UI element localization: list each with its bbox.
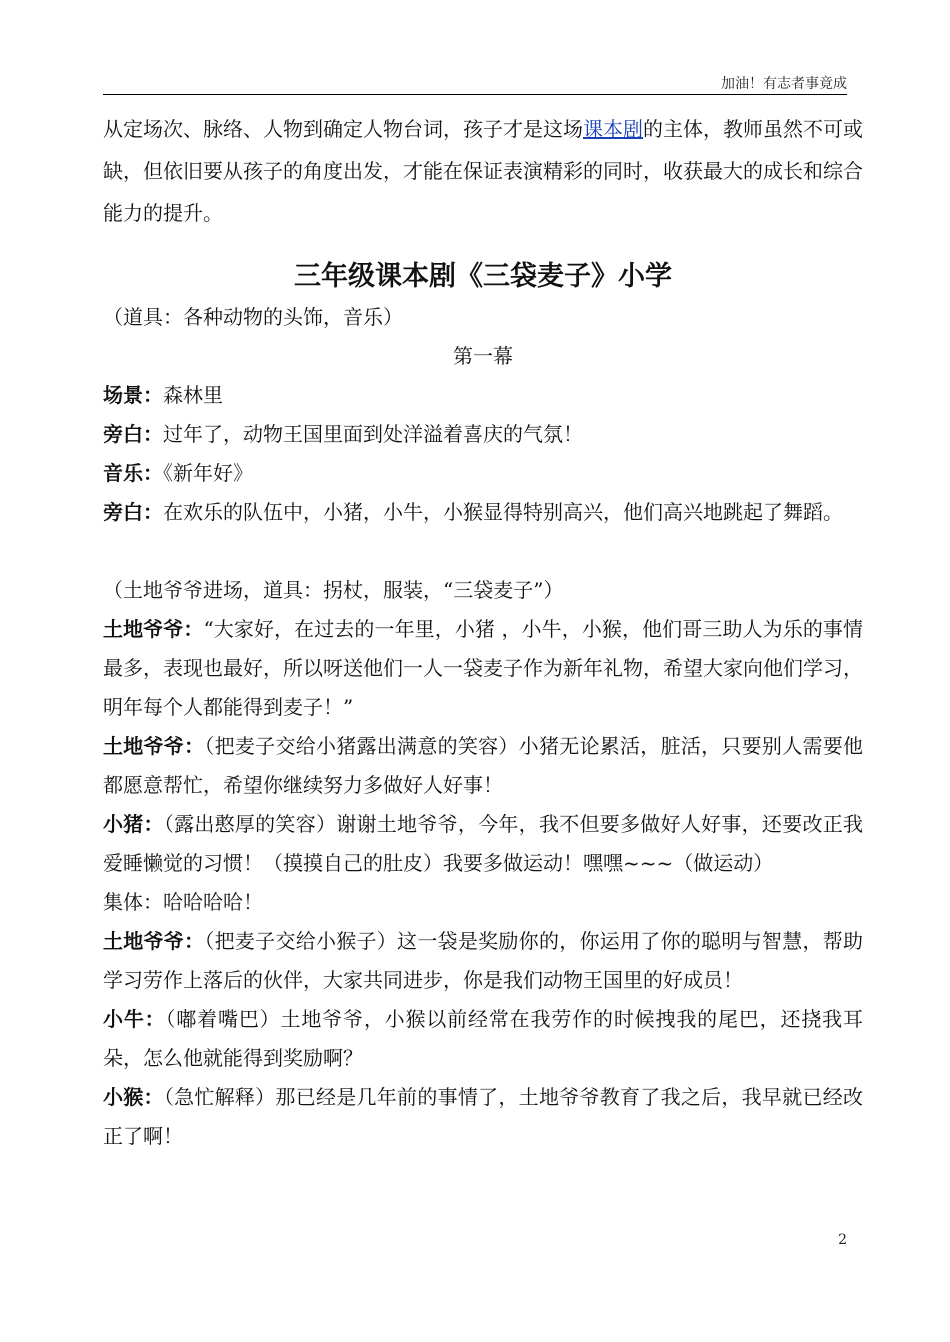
act-heading: 第一幕	[453, 344, 513, 368]
line-text: 过年了，动物王国里面到处洋溢着喜庆的气氛！	[163, 422, 583, 446]
line-text: （把麦子交给小猪露出满意的笑容）小猪无论累活，脏活，只要别人需要他都愿意帮忙，希望你继续努力多做好人好事！	[103, 734, 864, 797]
speaker-label: 音乐：	[103, 461, 163, 485]
line-text: （把麦子交给小猴子）这一袋是奖励你的，你运用了你的聪明与智慧，帮助学习劳作上落后的伙伴，大家共同进步，你是我们动物王国里的好成员！	[103, 929, 864, 992]
line-text: （急忙解释）那已经是几年前的事情了，土地爷爷教育了我之后，我早就已经改正了啊！	[103, 1085, 864, 1148]
script-line	[103, 493, 863, 532]
page-number: 2	[838, 1232, 847, 1248]
dialogue-line	[103, 805, 863, 883]
speaker-label: 场景：	[103, 383, 163, 407]
speaker-label: 小猪：	[103, 812, 164, 836]
line-text: 《新年好》	[163, 461, 253, 485]
line-text: （露出憨厚的笑容）谢谢土地爷爷，今年，我不但要多做好人好事，还要改正我爱睡懒觉的习惯！（摸摸自己的肚皮）我要多做运动！嘿嘿~~~（做运动）	[103, 812, 864, 875]
dialogue-line	[103, 922, 863, 1000]
stage-direction: （土地爷爷进场，道具：拐杖，服装，“三袋麦子”）	[103, 578, 564, 602]
dialogue-line	[103, 883, 863, 922]
line-text: 在欢乐的队伍中，小猪，小牛，小猴显得特别高兴，他们高兴地跳起了舞蹈。	[163, 500, 843, 524]
textbook-drama-link[interactable]: 课本剧	[583, 117, 643, 141]
line-text: （嘟着嘴巴）土地爷爷，小猴以前经常在我劳作的时候拽我的尾巴，还挠我耳朵，怎么他就能得到奖励啊？	[103, 1007, 863, 1070]
script-line	[103, 454, 863, 493]
page-header	[103, 74, 847, 95]
intro-text-1: 从定场次、脉络、人物到确定人物台词，孩子才是这场	[103, 117, 583, 141]
blank-line	[103, 532, 863, 571]
speaker-label: 小牛：	[103, 1007, 166, 1031]
header-text: 加油！有志者事竟成	[721, 76, 847, 92]
dialogue-line	[103, 1000, 863, 1078]
script-line	[103, 376, 863, 415]
line-text: “大家好，在过去的一年里，小猪 ，小牛，小猴，他们哥三助人为乐的事情最多，表现也最好，所以呀送他们一人一袋麦子作为新年礼物，希望大家向他们学习，明年每个人都能得到麦子！”	[103, 617, 863, 719]
speaker-label: 旁白：	[103, 422, 163, 446]
script-line	[103, 415, 863, 454]
speaker-label: 旁白：	[103, 500, 163, 524]
line-text: 集体：哈哈哈哈！	[103, 890, 263, 914]
dialogue-line	[103, 1078, 863, 1156]
props-line: （道具：各种动物的头饰，音乐）	[103, 305, 403, 329]
speaker-label: 土地爷爷：	[103, 617, 204, 641]
dialogue-line	[103, 727, 863, 805]
intro-text-2: 的主体，教师虽然不可或缺，但依旧要从孩子的角度出发，才能在保证表演精彩的同时，收获最大的成长和综合能力的提升。	[103, 117, 863, 225]
dialogue-line	[103, 610, 863, 727]
document-body	[103, 108, 863, 1156]
line-text: 森林里	[163, 383, 223, 407]
intro-paragraph	[103, 108, 863, 234]
speaker-label: 土地爷爷：	[103, 929, 205, 953]
speaker-label: 土地爷爷：	[103, 734, 205, 758]
document-title: 三年级课本剧《三袋麦子》小学	[294, 261, 672, 292]
speaker-label: 小猴：	[103, 1085, 164, 1109]
